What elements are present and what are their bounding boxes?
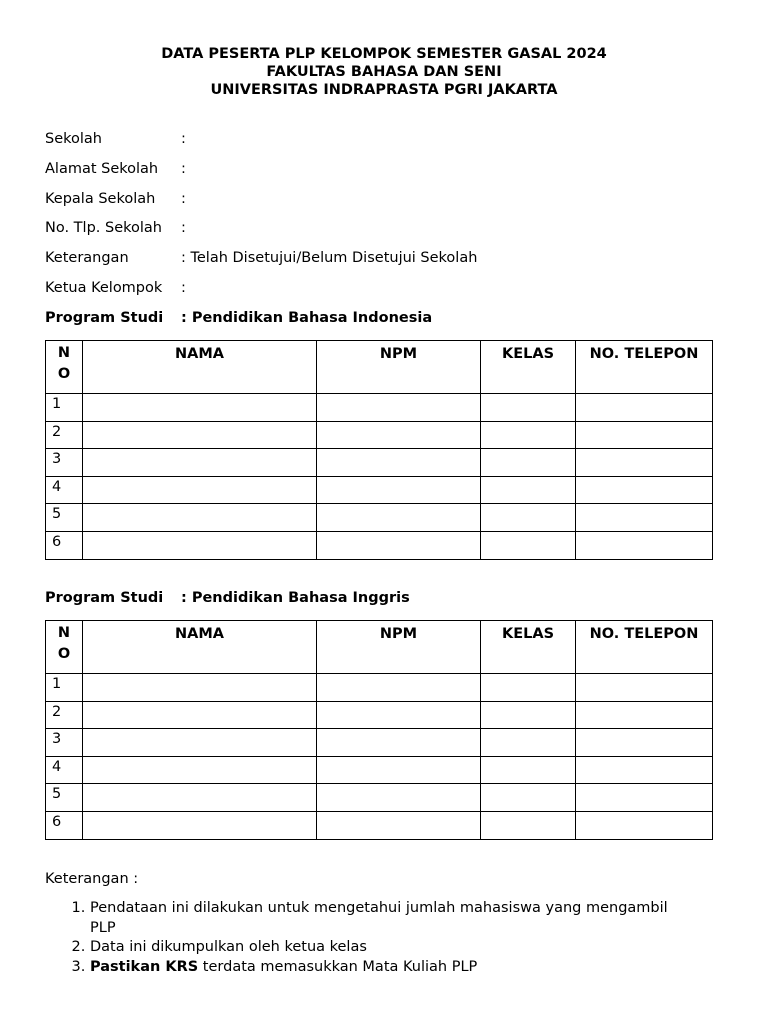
table-row bbox=[46, 784, 713, 812]
cell-nama[interactable] bbox=[83, 674, 317, 702]
info-label: Ketua Kelompok bbox=[45, 279, 163, 296]
cell-npm[interactable] bbox=[317, 674, 481, 702]
cell-npm[interactable] bbox=[317, 504, 481, 532]
cell-telepon[interactable] bbox=[576, 476, 713, 504]
cell-telepon[interactable] bbox=[576, 674, 713, 702]
info-label: Kepala Sekolah bbox=[45, 190, 156, 207]
table-row bbox=[46, 421, 713, 449]
row-number: 1 bbox=[46, 674, 83, 702]
cell-kelas[interactable] bbox=[481, 729, 576, 757]
row-number: 4 bbox=[46, 756, 83, 784]
note-item: 1. Pendataan ini dilakukan untuk mengetahui jumlah mahasiswa yang mengambil PLP bbox=[90, 899, 690, 938]
cell-telepon[interactable] bbox=[576, 729, 713, 757]
info-value: : Telah Disetujui/Belum Disetujui Sekolah bbox=[181, 250, 478, 267]
cell-telepon[interactable] bbox=[576, 421, 713, 449]
row-number: 2 bbox=[46, 421, 83, 449]
cell-telepon[interactable] bbox=[576, 784, 713, 812]
table-row bbox=[46, 674, 713, 702]
cell-kelas[interactable] bbox=[481, 811, 576, 839]
cell-telepon[interactable] bbox=[576, 811, 713, 839]
cell-npm[interactable] bbox=[317, 394, 481, 422]
prodi-heading-2 bbox=[45, 588, 725, 608]
prodi-label: Program Studi bbox=[45, 310, 164, 326]
column-header-kelas: KELAS bbox=[481, 341, 576, 394]
document-title bbox=[0, 45, 768, 99]
table-row bbox=[46, 756, 713, 784]
cell-nama[interactable] bbox=[83, 531, 317, 559]
cell-kelas[interactable] bbox=[481, 504, 576, 532]
school-info bbox=[45, 129, 725, 308]
table-header-row bbox=[46, 341, 713, 394]
cell-kelas[interactable] bbox=[481, 476, 576, 504]
note-item: 2. Data ini dikumpulkan oleh ketua kelas bbox=[90, 938, 725, 958]
row-number: 1 bbox=[46, 394, 83, 422]
cell-telepon[interactable] bbox=[576, 701, 713, 729]
info-row-ketua bbox=[45, 278, 725, 308]
notes-section bbox=[45, 869, 725, 977]
cell-telepon[interactable] bbox=[576, 756, 713, 784]
table-row bbox=[46, 811, 713, 839]
table-header-row bbox=[46, 621, 713, 674]
info-label: No. Tlp. Sekolah bbox=[45, 220, 162, 237]
info-label: Alamat Sekolah bbox=[45, 160, 159, 177]
cell-nama[interactable] bbox=[83, 756, 317, 784]
cell-nama[interactable] bbox=[83, 421, 317, 449]
cell-nama[interactable] bbox=[83, 476, 317, 504]
note-bold-text: Pastikan KRS bbox=[90, 958, 199, 975]
cell-kelas[interactable] bbox=[481, 531, 576, 559]
column-header-kelas: KELAS bbox=[481, 621, 576, 674]
note-item bbox=[90, 958, 725, 978]
cell-telepon[interactable] bbox=[576, 504, 713, 532]
column-header-telepon: NO. TELEPON bbox=[576, 341, 713, 394]
column-header-no: N O bbox=[46, 621, 83, 674]
title-line-3: UNIVERSITAS INDRAPRASTA PGRI JAKARTA bbox=[210, 82, 558, 98]
cell-kelas[interactable] bbox=[481, 784, 576, 812]
cell-npm[interactable] bbox=[317, 811, 481, 839]
cell-telepon[interactable] bbox=[576, 531, 713, 559]
cell-nama[interactable] bbox=[83, 449, 317, 477]
cell-nama[interactable] bbox=[83, 701, 317, 729]
cell-npm[interactable] bbox=[317, 701, 481, 729]
prodi-label: Program Studi bbox=[45, 590, 164, 606]
cell-nama[interactable] bbox=[83, 784, 317, 812]
info-value: : bbox=[181, 131, 186, 147]
table-row bbox=[46, 449, 713, 477]
info-row-alamat bbox=[45, 159, 725, 189]
row-number: 2 bbox=[46, 701, 83, 729]
info-value: : bbox=[181, 220, 186, 237]
row-number: 4 bbox=[46, 476, 83, 504]
participant-table-1 bbox=[45, 340, 713, 560]
row-number: 5 bbox=[46, 784, 83, 812]
cell-kelas[interactable] bbox=[481, 756, 576, 784]
info-row-kepala bbox=[45, 189, 725, 219]
title-line-2: FAKULTAS BAHASA DAN SENI bbox=[266, 64, 502, 80]
notes-heading: Keterangan : bbox=[45, 871, 139, 887]
row-number: 6 bbox=[46, 811, 83, 839]
table-row bbox=[46, 729, 713, 757]
row-number: 5 bbox=[46, 504, 83, 532]
column-header-nama: NAMA bbox=[83, 621, 317, 674]
cell-nama[interactable] bbox=[83, 729, 317, 757]
notes-list bbox=[45, 899, 725, 977]
cell-kelas[interactable] bbox=[481, 674, 576, 702]
info-label: Sekolah bbox=[45, 131, 102, 147]
row-number: 6 bbox=[46, 531, 83, 559]
table-row bbox=[46, 701, 713, 729]
note-text: terdata memasukkan Mata Kuliah PLP bbox=[198, 958, 478, 975]
prodi-heading-1 bbox=[45, 308, 725, 328]
cell-nama[interactable] bbox=[83, 394, 317, 422]
cell-nama[interactable] bbox=[83, 811, 317, 839]
cell-npm[interactable] bbox=[317, 531, 481, 559]
table-row bbox=[46, 394, 713, 422]
prodi-value: : Pendidikan Bahasa Indonesia bbox=[181, 310, 433, 326]
cell-kelas[interactable] bbox=[481, 701, 576, 729]
column-header-npm: NPM bbox=[317, 341, 481, 394]
cell-kelas[interactable] bbox=[481, 394, 576, 422]
cell-npm[interactable] bbox=[317, 421, 481, 449]
table-row bbox=[46, 504, 713, 532]
info-value: : bbox=[181, 279, 186, 296]
info-value: : bbox=[181, 190, 186, 207]
participant-table-2 bbox=[45, 620, 713, 840]
info-label: Keterangan bbox=[45, 250, 129, 267]
cell-npm[interactable] bbox=[317, 756, 481, 784]
cell-kelas[interactable] bbox=[481, 449, 576, 477]
cell-npm[interactable] bbox=[317, 476, 481, 504]
info-row-telepon bbox=[45, 218, 725, 248]
column-header-telepon: NO. TELEPON bbox=[576, 621, 713, 674]
cell-kelas[interactable] bbox=[481, 421, 576, 449]
cell-telepon[interactable] bbox=[576, 449, 713, 477]
info-row-sekolah bbox=[45, 129, 725, 159]
cell-npm[interactable] bbox=[317, 449, 481, 477]
info-row-keterangan bbox=[45, 248, 725, 278]
column-header-npm: NPM bbox=[317, 621, 481, 674]
cell-npm[interactable] bbox=[317, 729, 481, 757]
table-row bbox=[46, 531, 713, 559]
prodi-value: : Pendidikan Bahasa Inggris bbox=[181, 590, 410, 606]
title-line-1: DATA PESERTA PLP KELOMPOK SEMESTER GASAL 2024 bbox=[161, 46, 607, 62]
cell-telepon[interactable] bbox=[576, 394, 713, 422]
column-header-nama: NAMA bbox=[83, 341, 317, 394]
table-row bbox=[46, 476, 713, 504]
row-number: 3 bbox=[46, 449, 83, 477]
cell-npm[interactable] bbox=[317, 784, 481, 812]
column-header-no: N O bbox=[46, 341, 83, 394]
info-value: : bbox=[181, 160, 186, 177]
cell-nama[interactable] bbox=[83, 504, 317, 532]
row-number: 3 bbox=[46, 729, 83, 757]
